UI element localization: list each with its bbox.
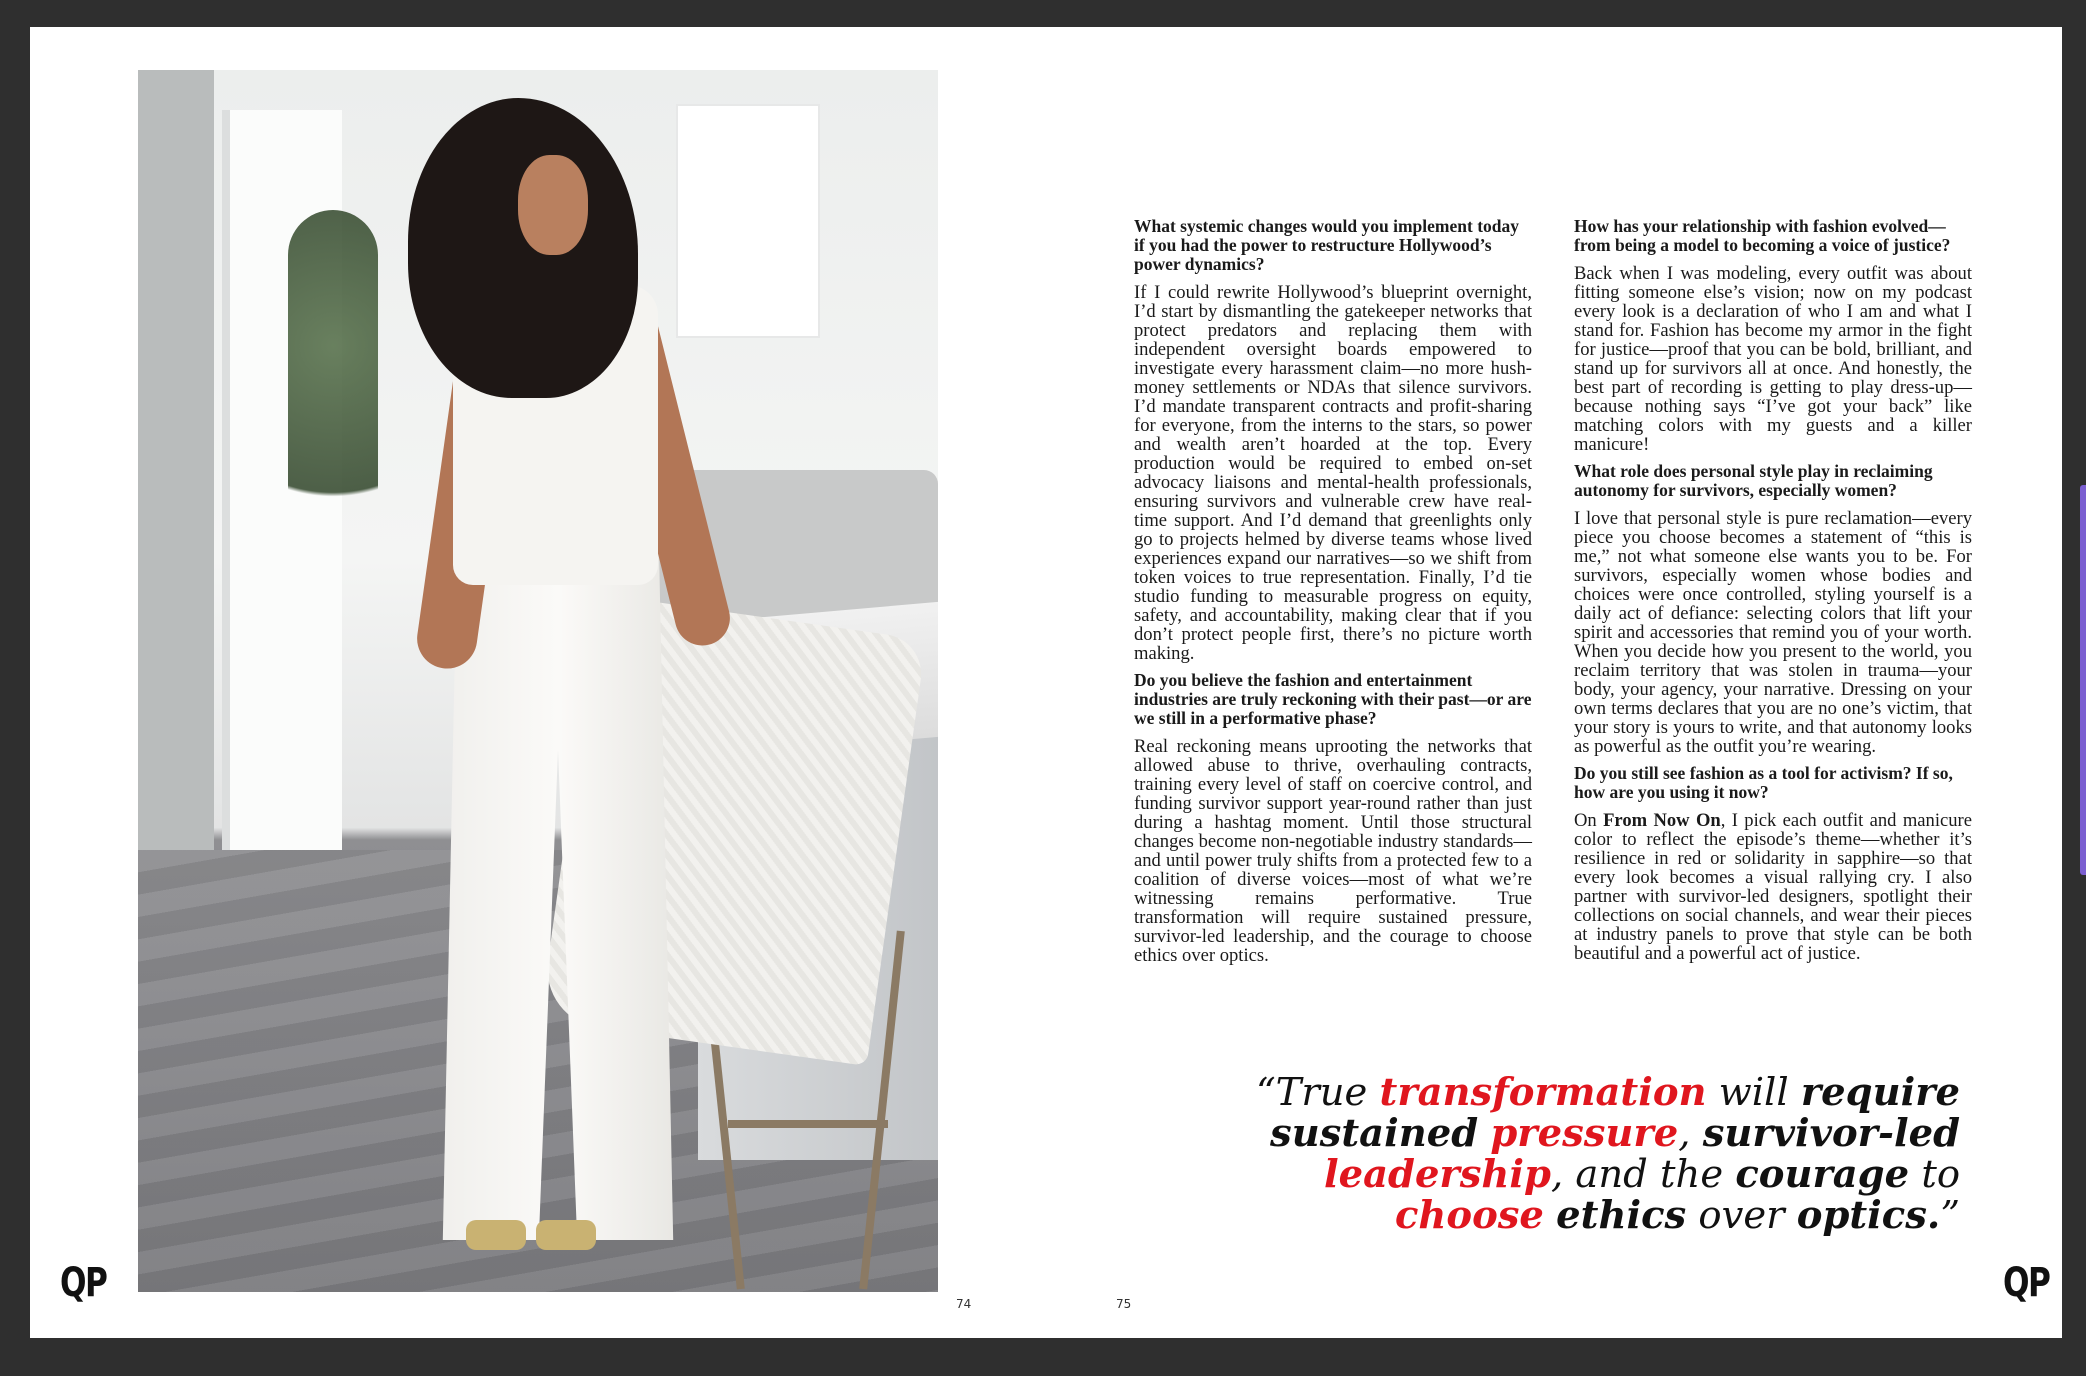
question-heading: Do you believe the fashion and entertainment industries are truly reckoning with their past—or are we still in a performative phase? [1134, 670, 1532, 728]
side-panel-handle[interactable] [2080, 485, 2086, 875]
answer-paragraph [1574, 811, 1972, 963]
photo-hair [408, 98, 638, 398]
question-heading: How has your relationship with fashion evolved—from being a model to becoming a voice of justice? [1574, 216, 1951, 255]
answer-text: On [1574, 810, 1604, 831]
answer-text: , I pick each outfit and manicure color to reflect the episode’s theme—whether it’s resilience in red or solidarity in sapphire—so that every look becomes a visual rallying cry. I also partner with survivor-led designers, spotlight their collections on social channels, and wear their pieces at industry panels to prove that style can be both beautiful and a powerful act of justice. [1574, 810, 1972, 964]
quote-text [1478, 1111, 1490, 1156]
quote-text: “True [1255, 1070, 1380, 1115]
answer-paragraph: Real reckoning means uprooting the networks that allowed abuse to thrive, overhauling contracts, training every level of staff on coercive control, and funding survivor support year-round rather than just during a hashtag moment. Until those structural changes become non-negotiable industry standards—and until power truly shifts from a protected few to a coalition of diverse voices—most of what we’re witnessing remains performative. True transformation will require sustained pressure, survivor-led leadership, and the courage to choose ethics over optics. [1134, 736, 1532, 966]
podcast-name: From Now On [1603, 810, 1721, 831]
photo-shoe-left [466, 1220, 526, 1250]
quote-text: , [1678, 1111, 1703, 1156]
quote-text: , and the [1550, 1152, 1736, 1197]
magazine-logo-left: QP [60, 1260, 107, 1306]
photo-face [518, 155, 588, 255]
answer-paragraph: Back when I was modeling, every outfit was about fitting someone else’s vision; now on my podcast every look is a declaration of who I am and what I stand for. Fashion has become my armor in the fight for justice—proof that you can be bold, brilliant, and stand up for survivors all at once. And honestly, the best part of recording is getting to play dress-up—because nothing says “I’ve got your back” like matching colors with my guests and a killer manicure! [1574, 263, 1972, 455]
text-column-1 [1134, 217, 1532, 973]
portrait-photo [138, 70, 938, 1292]
quote-emphasis: require [1800, 1070, 1960, 1115]
question-heading: Do you still see fashion as a tool for activism? If so, how are you using it now? [1574, 763, 1953, 802]
photo-plant [288, 210, 378, 550]
answer-paragraph: If I could rewrite Hollywood’s blueprint overnight, I’d start by dismantling the gatekeeper networks that protect predators and replacing them with independent oversight boards empowered to investigate every harassment claim—no more hush-money settlements or NDAs that silence survivors. I’d mandate transparent contracts and profit-sharing for everyone, from the interns to the stars, so power and wealth aren’t hoarded at the top. Every production would be required to embed on-set advocacy liaisons and mental-health professionals, ensuring survivors and vulnerable crew have real-time support. And I’d demand that greenlights only go to projects helmed by diverse teams whose lived experiences expand our narratives—so we shift from token voices to true representation. Finally, I’d tie studio funding to measurable progress on equity, safety, and accountability, making clear that if you don’t protect people first, there’s no picture worth making. [1134, 282, 1532, 664]
quote-text: over [1686, 1193, 1797, 1238]
quote-highlight: pressure [1490, 1111, 1679, 1156]
quote-text [1544, 1193, 1556, 1238]
page-number-right: 75 [1116, 1297, 1132, 1311]
photo-shoe-right [536, 1220, 596, 1250]
question-heading: What role does personal style play in reclaiming autonomy for survivors, especially women? [1574, 461, 1933, 500]
quote-text: ” [1940, 1193, 1960, 1238]
pull-quote [1200, 1072, 1960, 1236]
quote-highlight: choose [1394, 1193, 1544, 1238]
quote-text: to [1909, 1152, 1960, 1197]
photo-wall-art [678, 106, 818, 336]
answer-paragraph: I love that personal style is pure reclamation—every piece you choose becomes a statement of “this is me,” not what someone else wants you to be. For survivors, especially women whose bodies and choices were once controlled, styling yourself is a daily act of defiance: selecting colors that lift your spirit and accessories that remind you of your worth. When you decide how you present to the world, you reclaim territory that was stolen in trauma—your body, your agency, your narrative. Dressing on your own terms declares that you are no one’s victim, that your story is yours to write, and that autonomy looks as powerful as the outfit you’re wearing. [1574, 508, 1972, 757]
quote-emphasis: ethics [1556, 1193, 1687, 1238]
quote-emphasis: survivor-led [1702, 1111, 1960, 1156]
question-heading: What systemic changes would you implement today if you had the power to restructure Hollywood’s power dynamics? [1134, 216, 1520, 274]
quote-emphasis: courage [1735, 1152, 1910, 1197]
quote-emphasis: optics. [1796, 1193, 1941, 1238]
page-number-left: 74 [956, 1297, 972, 1311]
text-column-2 [1574, 217, 1972, 971]
magazine-logo-right: QP [2003, 1260, 2050, 1306]
quote-highlight: transformation [1379, 1070, 1707, 1115]
quote-highlight: leadership [1323, 1152, 1551, 1197]
photo-wall [138, 70, 214, 850]
quote-text: will [1706, 1070, 1801, 1115]
magazine-spread [30, 27, 2062, 1338]
quote-emphasis: sustained [1270, 1111, 1479, 1156]
